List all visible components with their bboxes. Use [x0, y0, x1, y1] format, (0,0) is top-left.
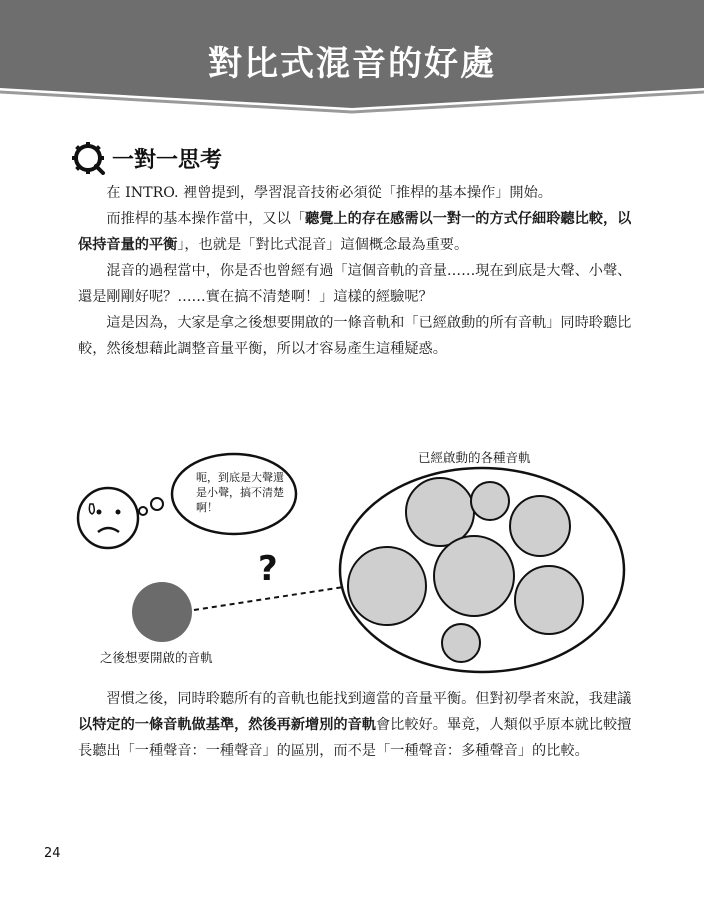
text-run: 」，也就是「對比式混音」這個概念最為重要。 [177, 237, 469, 253]
text-run: 混音的過程當中，你是否也曾經有過「這個音軌的音量……現在到底是大聲、小聲、還是剛剛好呢？……實在搞不清楚啊！」這樣的經驗呢？ [78, 263, 632, 305]
page-number: 24 [44, 846, 61, 861]
bold-text: 以特定的一條音軌做基準，然後再新增別的音軌 [78, 717, 376, 733]
active-tracks-group [340, 468, 624, 672]
next-track-circle [132, 582, 192, 642]
text-run: 習慣之後，同時聆聽所有的音軌也能找到適當的音量平衡。但對初學者來說，我建議 [106, 691, 632, 707]
text-run: 而推桿的基本操作當中，又以「 [106, 211, 306, 227]
bold-text: 聽覺上的存在感需以一對一的方式仔細聆聽比較，以保持音量的平衡 [78, 211, 632, 253]
figure-drawing [0, 440, 704, 680]
body-text-top [78, 180, 638, 362]
header-banner [0, 0, 704, 124]
paragraph [78, 310, 638, 362]
text-run: 會比較好。畢竟，人類似乎原本就比較擅長聽出「一種聲音：一種聲音」的區別，而不是「一種聲音：多種聲音」的比較。 [78, 717, 632, 759]
paragraph [78, 258, 638, 310]
bubble-text: 呃，到底是大聲還是小聲，搞不清楚啊！ [196, 471, 284, 514]
text-run: 在 INTRO. 裡曾提到，學習混音技術必須從「推桿的基本操作」開始。 [106, 185, 552, 201]
dashed-arrow [194, 579, 362, 610]
section-title: 一對一思考 [112, 147, 223, 173]
paragraph [78, 206, 638, 258]
confused-face-icon [78, 488, 138, 548]
paragraph [78, 686, 638, 764]
figure [0, 440, 704, 680]
label-active-tracks: 已經啟動的各種音軌 [418, 450, 531, 465]
body-text-bottom [78, 686, 638, 764]
question-mark: ? [258, 549, 278, 589]
text-run: 這是因為，大家是拿之後想要開啟的一條音軌和「已經啟動的所有音軌」同時聆聽比較，然後想藉此調整音量平衡，所以才容易產生這種疑惑。 [78, 315, 632, 357]
page-title: 對比式混音的好處 [208, 44, 496, 84]
gear-ring-icon [72, 141, 106, 175]
paragraph [78, 180, 638, 206]
section-heading [72, 140, 222, 176]
label-next-track: 之後想要開啟的音軌 [100, 650, 213, 665]
